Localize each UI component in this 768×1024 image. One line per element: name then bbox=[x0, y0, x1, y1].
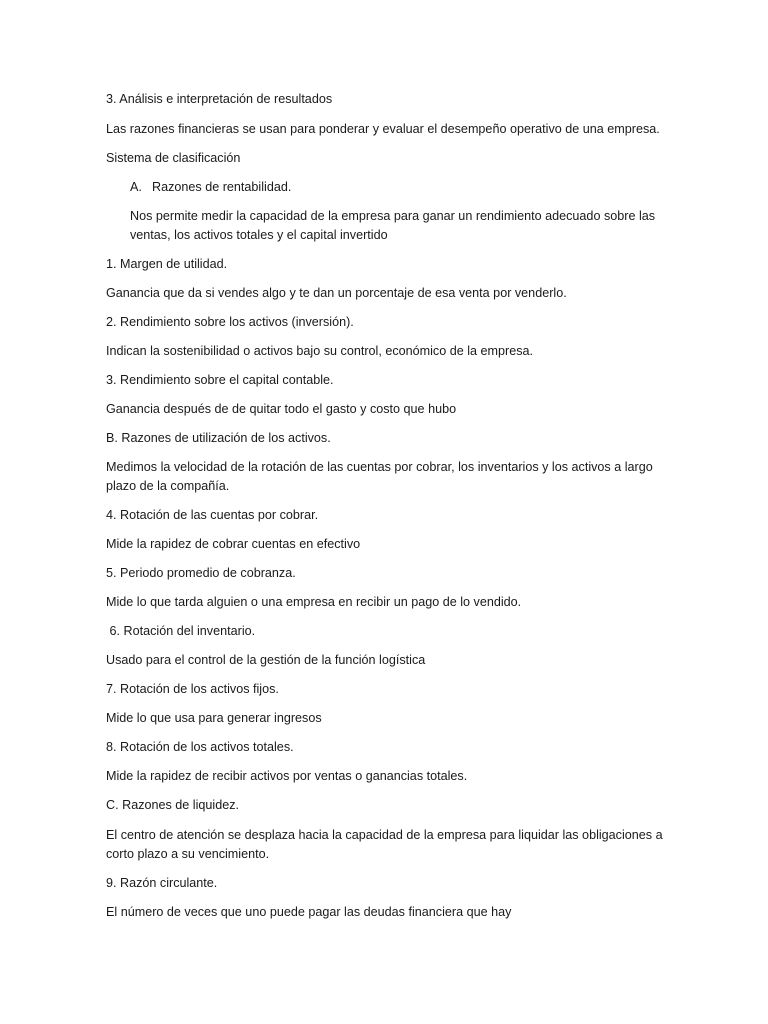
group-b-title: B. Razones de utilización de los activos. bbox=[106, 431, 331, 445]
group-c-description-line2: corto plazo a su vencimiento. bbox=[106, 847, 270, 861]
group-c-description-line1: El centro de atención se desplaza hacia la capacidad de la empresa para liquidar las obligaciones a bbox=[106, 828, 663, 842]
item-1-title: 1. Margen de utilidad. bbox=[106, 257, 228, 271]
item-9-description: El número de veces que uno puede pagar las deudas financiera que hay bbox=[106, 905, 512, 919]
section-title: 3. Análisis e interpretación de resultados bbox=[106, 92, 333, 106]
group-a-description-line2: ventas, los activos totales y el capital invertido bbox=[130, 228, 388, 242]
item-2-description: Indican la sostenibilidad o activos bajo su control, económico de la empresa. bbox=[106, 344, 534, 358]
item-4-description: Mide la rapidez de cobrar cuentas en efectivo bbox=[106, 537, 361, 551]
group-a-marker: A. bbox=[130, 180, 142, 194]
item-3-description: Ganancia después de de quitar todo el gasto y costo que hubo bbox=[106, 402, 457, 416]
group-a-heading bbox=[130, 178, 291, 197]
group-a-description-line1: Nos permite medir la capacidad de la empresa para ganar un rendimiento adecuado sobre las bbox=[130, 209, 656, 223]
item-5-title: 5. Periodo promedio de cobranza. bbox=[106, 566, 296, 580]
item-9-title: 9. Razón circulante. bbox=[106, 876, 218, 890]
intro-paragraph: Las razones financieras se usan para ponderar y evaluar el desempeño operativo de una empresa. bbox=[106, 122, 660, 136]
item-8-description: Mide la rapidez de recibir activos por ventas o ganancias totales. bbox=[106, 769, 468, 783]
item-7-description: Mide lo que usa para generar ingresos bbox=[106, 711, 322, 725]
item-3-title: 3. Rendimiento sobre el capital contable. bbox=[106, 373, 334, 387]
group-a-title: Razones de rentabilidad. bbox=[152, 180, 292, 194]
item-5-description: Mide lo que tarda alguien o una empresa en recibir un pago de lo vendido. bbox=[106, 595, 522, 609]
item-6-title: 6. Rotación del inventario. bbox=[106, 624, 256, 638]
group-b-description-line1: Medimos la velocidad de la rotación de las cuentas por cobrar, los inventarios y los activos a largo bbox=[106, 460, 653, 474]
group-c-title: C. Razones de liquidez. bbox=[106, 798, 240, 812]
group-b-description-line2: plazo de la compañía. bbox=[106, 479, 230, 493]
item-2-title: 2. Rendimiento sobre los activos (inversión). bbox=[106, 315, 354, 329]
item-4-title: 4. Rotación de las cuentas por cobrar. bbox=[106, 508, 319, 522]
item-1-description: Ganancia que da si vendes algo y te dan un porcentaje de esa venta por venderlo. bbox=[106, 286, 567, 300]
item-7-title: 7. Rotación de los activos fijos. bbox=[106, 682, 279, 696]
classification-heading: Sistema de clasificación bbox=[106, 151, 241, 165]
item-6-description: Usado para el control de la gestión de la función logística bbox=[106, 653, 426, 667]
item-8-title: 8. Rotación de los activos totales. bbox=[106, 740, 294, 754]
